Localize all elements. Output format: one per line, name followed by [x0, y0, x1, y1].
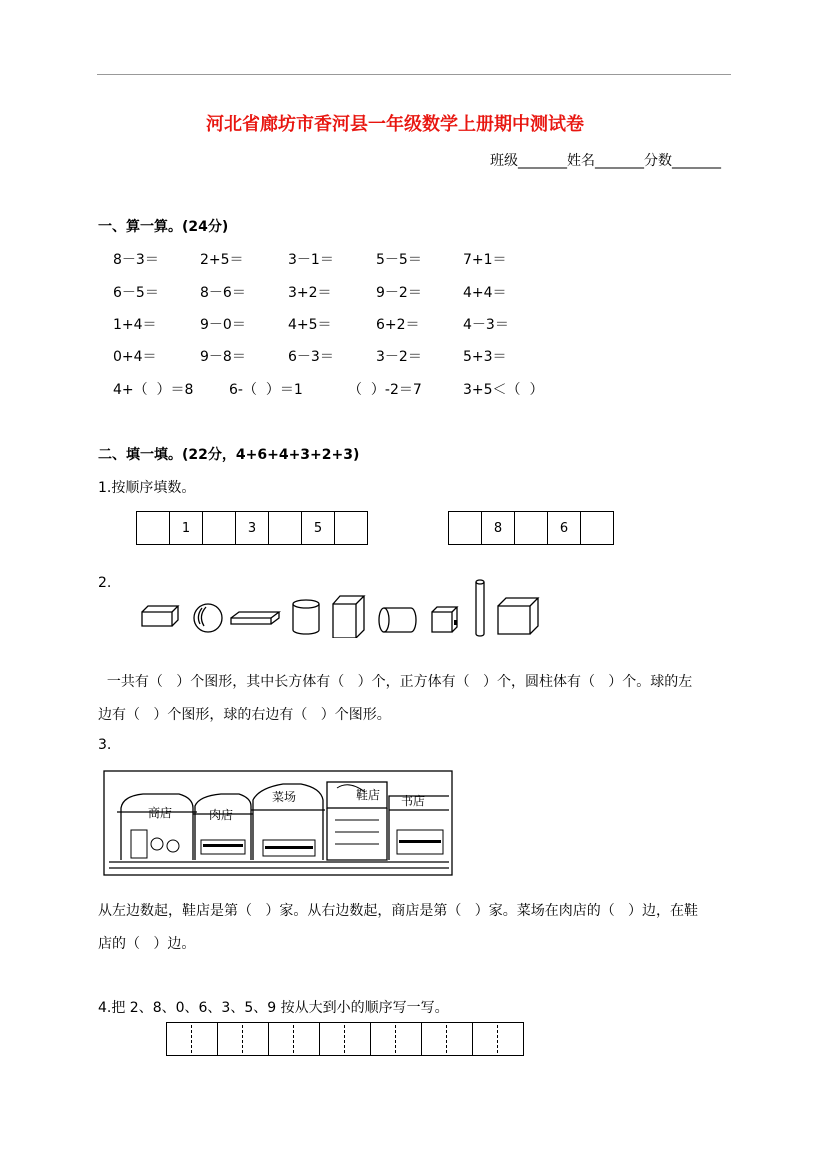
answer-cell[interactable] [320, 1023, 371, 1055]
header-fields: 班级_______姓名_______分数_______ [490, 153, 721, 169]
answer-cell[interactable] [218, 1023, 269, 1055]
math-item: 0+4＝ [113, 349, 157, 365]
top-rule [97, 74, 731, 75]
math-item: 2+5＝ [200, 252, 244, 268]
math-item: 6－5＝ [113, 285, 159, 301]
sequence-cell[interactable] [269, 512, 302, 544]
sequence-cell[interactable] [449, 512, 482, 544]
shop-label: 商店 [148, 806, 173, 820]
lying-cylinder-icon [379, 608, 416, 632]
math-item: 8－3＝ [113, 252, 159, 268]
math-item: 3+2＝ [288, 285, 332, 301]
answer-cell[interactable] [269, 1023, 320, 1055]
math-item: 5+3＝ [463, 349, 507, 365]
q3-text-line1: 从左边数起，鞋店是第（ ）家。从右边数起，商店是第（ ）家。菜场在肉店的（ ）边，在鞋 [98, 903, 699, 919]
answer-cell[interactable] [371, 1023, 422, 1055]
answer-cell[interactable] [167, 1023, 218, 1055]
sequence-cell: 8 [482, 512, 515, 544]
q2-label: 2. [98, 575, 112, 591]
math-item: 4+（ ）＝8 [113, 382, 194, 398]
sequence-cell: 6 [548, 512, 581, 544]
street-illustration [103, 770, 453, 876]
q4-label: 4.把 2、8、0、6、3、5、9 按从大到小的顺序写一写。 [98, 1000, 449, 1016]
flat-cuboid-icon [231, 612, 279, 624]
shop-label: 菜场 [272, 790, 297, 804]
math-item: 6-（ ）＝1 [229, 382, 303, 398]
cylinder-icon [293, 600, 319, 634]
sequence-boxes-right [448, 511, 614, 545]
math-item: （ ）-2＝7 [348, 382, 422, 398]
thin-cylinder-icon [476, 580, 484, 636]
answer-cell[interactable] [473, 1023, 523, 1055]
answer-cell[interactable] [422, 1023, 473, 1055]
sequence-cell[interactable] [203, 512, 236, 544]
math-item: 6－3＝ [288, 349, 334, 365]
math-item: 3－1＝ [288, 252, 334, 268]
q2-text-line1: 一共有（ ）个图形，其中长方体有（ ）个，正方体有（ ）个，圆柱体有（ ）个。球的左 [98, 674, 693, 690]
sequence-boxes-left [136, 511, 368, 545]
shop-label: 书店 [401, 794, 426, 808]
math-item: 4+5＝ [288, 317, 332, 333]
shop-label: 鞋店 [356, 788, 381, 802]
sequence-cell: 3 [236, 512, 269, 544]
math-item: 3+5＜（ ） [463, 382, 544, 398]
math-item: 9－2＝ [376, 285, 422, 301]
q1-label: 1.按顺序填数。 [98, 480, 196, 496]
math-item: 5－5＝ [376, 252, 422, 268]
shapes-row [136, 576, 548, 638]
sequence-cell[interactable] [581, 512, 613, 544]
sequence-cell[interactable] [335, 512, 367, 544]
cuboid-icon [142, 606, 178, 626]
shop-label: 肉店 [209, 808, 234, 822]
math-item: 4－3＝ [463, 317, 509, 333]
math-item: 3－2＝ [376, 349, 422, 365]
math-item: 1+4＝ [113, 317, 157, 333]
answer-grid [166, 1022, 524, 1056]
math-item: 9－0＝ [200, 317, 246, 333]
section2-title: 二、填一填。(22分，4+6+4+3+2+3) [98, 447, 360, 463]
sequence-cell[interactable] [137, 512, 170, 544]
sequence-cell: 1 [170, 512, 203, 544]
sphere-icon [194, 604, 222, 632]
q2-text-line2: 边有（ ）个图形，球的右边有（ ）个图形。 [98, 707, 391, 723]
street-drawing [103, 770, 453, 876]
cube-icon [432, 607, 457, 632]
math-item: 4+4＝ [463, 285, 507, 301]
q3-text-line2: 店的（ ）边。 [98, 936, 196, 952]
sequence-cell: 5 [302, 512, 335, 544]
page-title: 河北省廊坊市香河县一年级数学上册期中测试卷 [206, 114, 584, 135]
math-item: 8－6＝ [200, 285, 246, 301]
sequence-cell[interactable] [515, 512, 548, 544]
q3-label: 3. [98, 737, 112, 753]
math-item: 7+1＝ [463, 252, 507, 268]
math-item: 6+2＝ [376, 317, 420, 333]
math-item: 9－8＝ [200, 349, 246, 365]
tall-cuboid-icon [333, 596, 364, 638]
cube-icon [498, 598, 538, 634]
section1-title: 一、算一算。(24分) [98, 219, 229, 235]
